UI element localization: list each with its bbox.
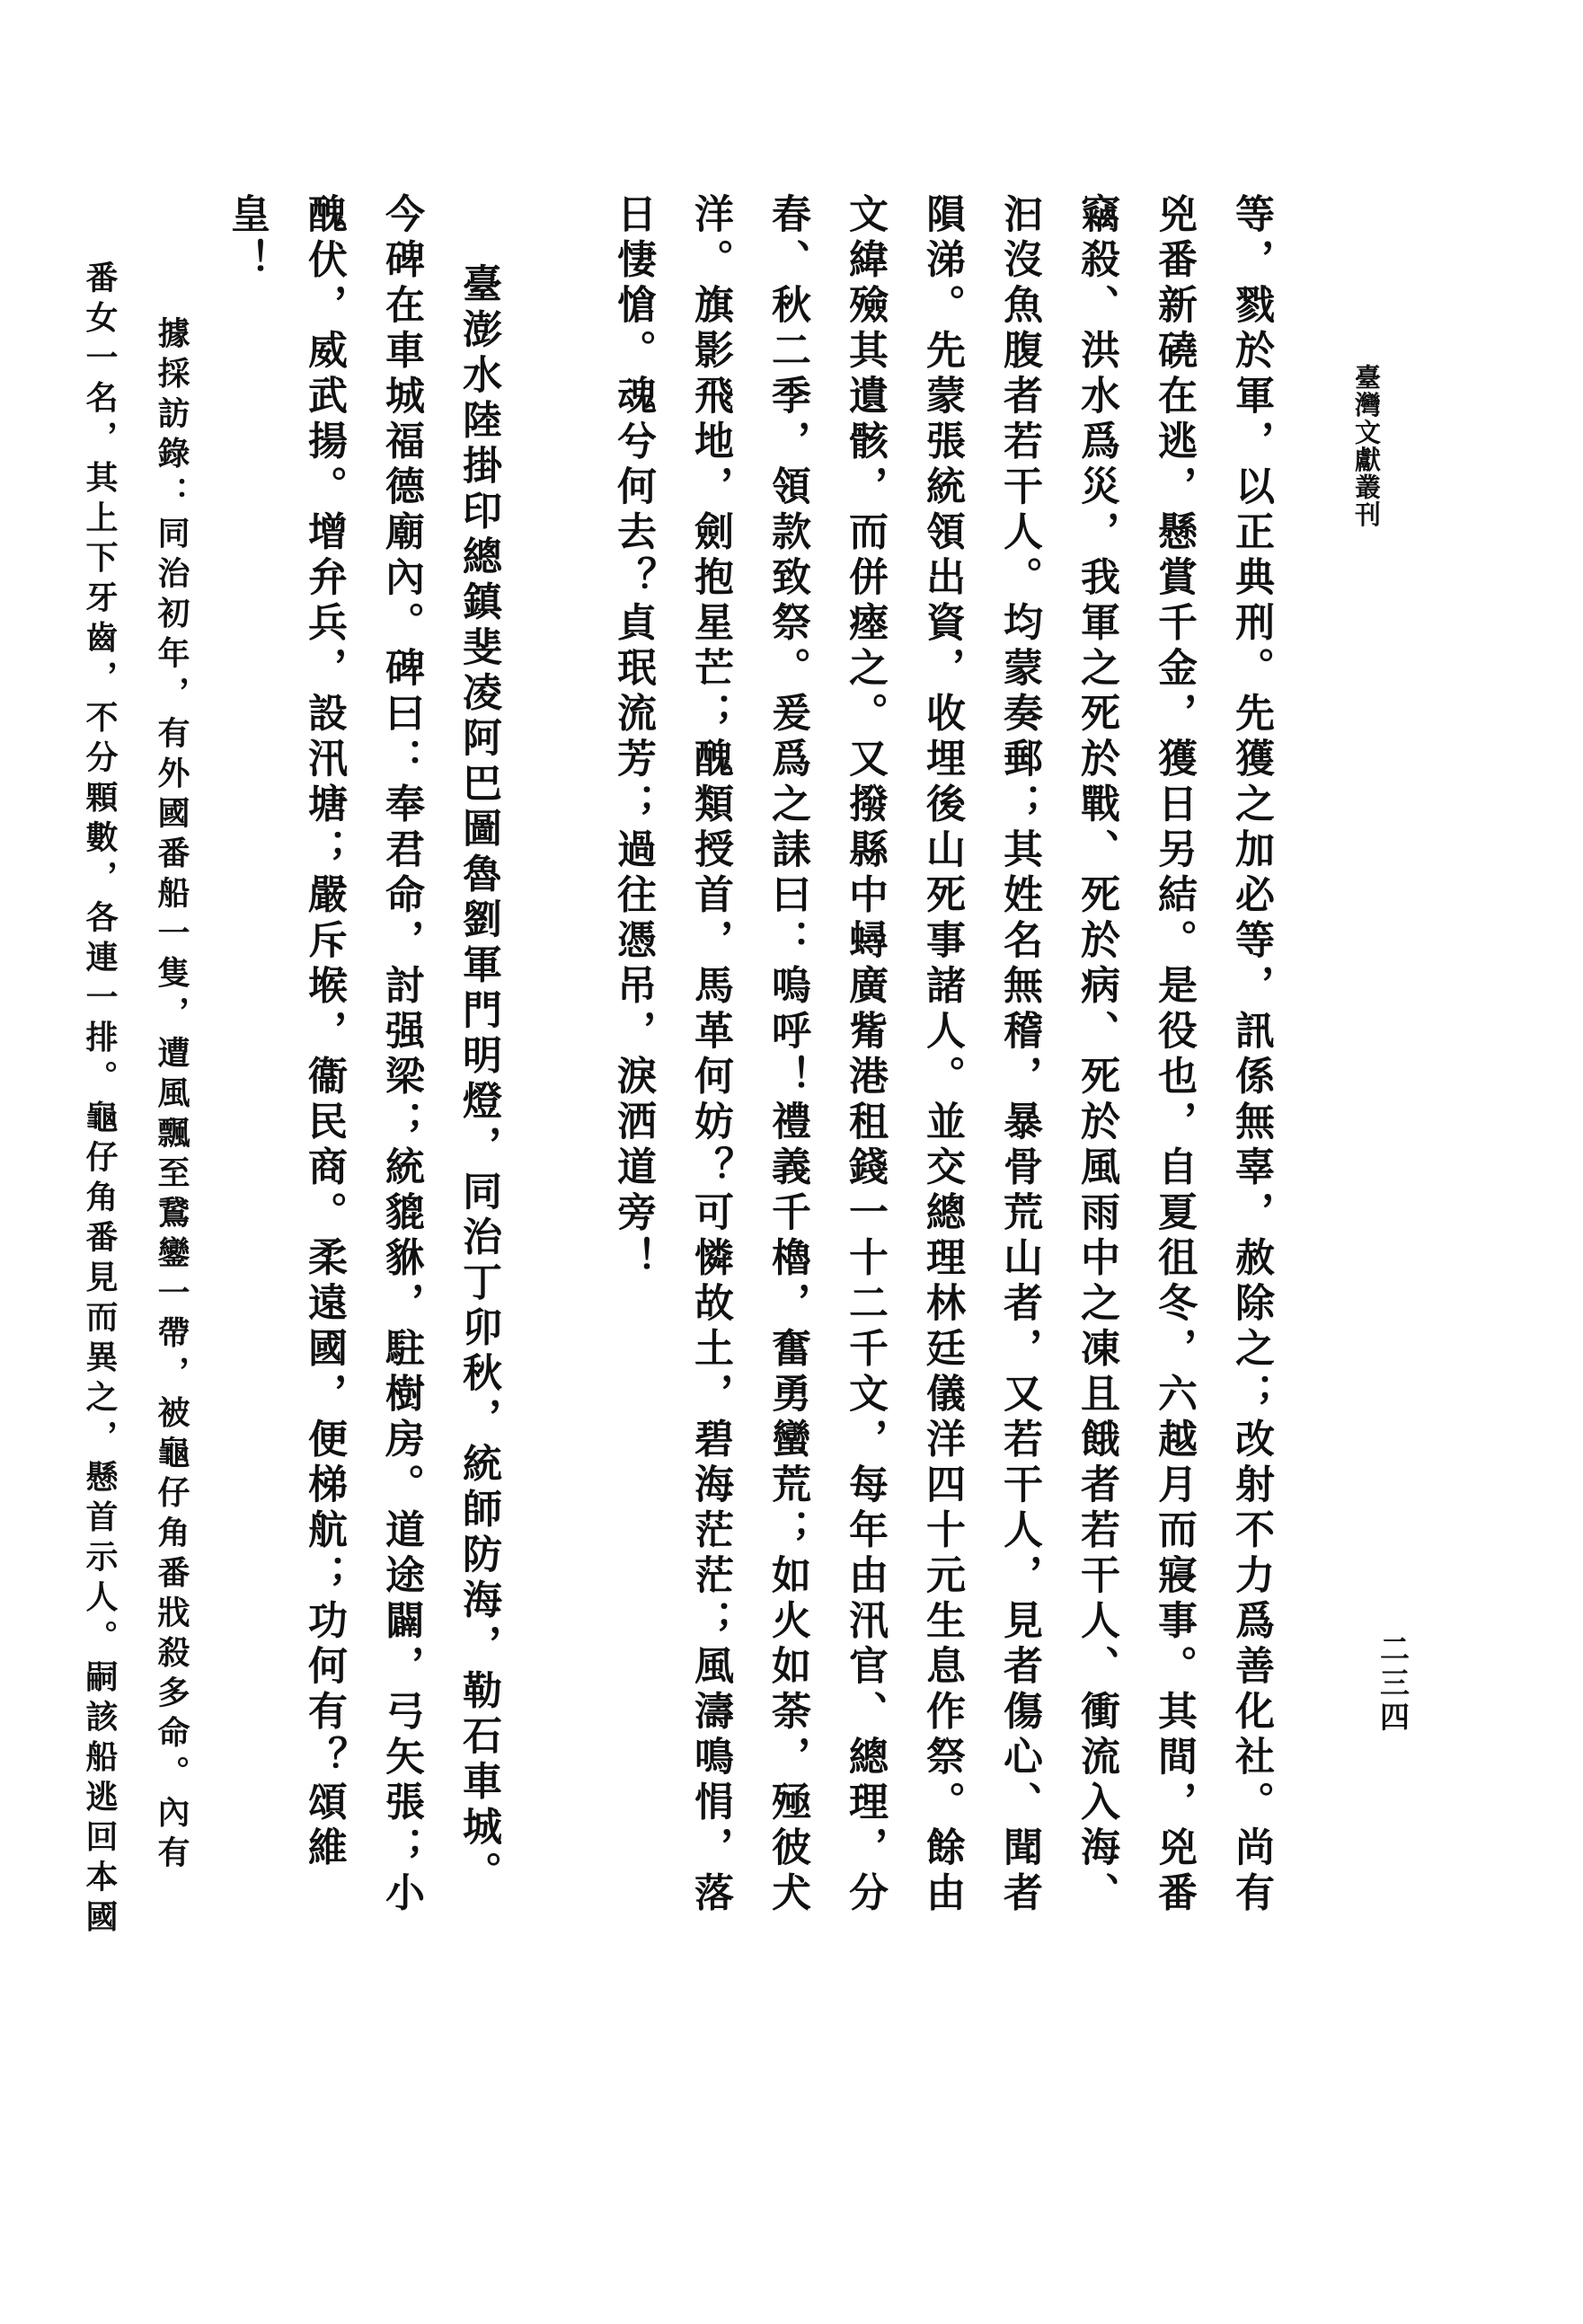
paragraph1-column-9: 日悽愴。魂兮何去？貞珉流芳；過往憑吊，淚洒道旁！ <box>611 193 655 1282</box>
paragraph1-column-4: 汩沒魚腹者若干人。均蒙奏郵；其姓名無稽，暴骨荒山者，又若干人，見者傷心、聞者 <box>997 193 1041 1917</box>
paragraph3-column-2: 番女一名，其上下牙齒，不分顆數，各連一排。龜仔角番見而異之，懸首示人。嗣該船逃回本國 <box>82 261 118 1940</box>
paragraph1-column-3: 竊殺、洪水爲災，我軍之死於戰、死於病、死於風雨中之凍且餓者若干人、衝流入海、 <box>1074 193 1119 1917</box>
paragraph3-column-1: 據採訪錄：同治初年，有外國番船一隻，遭風飄至鵞鑾一帶，被龜仔角番戕殺多命。內有 <box>154 316 190 1876</box>
running-title: 臺灣文獻叢刊 <box>1351 364 1380 528</box>
paragraph2-column-1: 臺澎水陸掛印總鎮斐凌阿巴圖魯劉軍門明燈，同治丁卯秋，統師防海，勒石車城。 <box>456 263 500 1896</box>
paragraph1-column-5: 隕涕。先蒙張統領出資，收埋後山死事諸人。並交總理林廷儀洋四十元生息作祭。餘由 <box>920 193 964 1917</box>
page-number: 二三四 <box>1375 1633 1408 1736</box>
paragraph1-column-6: 文緯殮其遺骸，而併瘞之。又撥縣中蟳廣觜港租錢一十二千文，每年由汛官、總理，分 <box>843 193 887 1917</box>
paragraph2-column-3: 醜伏，威武揚。增弁兵，設汛塘；嚴斥堠，衞民商。柔遠國，便梯航；功何有？頌維 <box>302 193 346 1872</box>
paragraph2-column-2: 今碑在車城福德廟內。碑曰：奉君命，討强梁；統貔貅，駐樹房。道途闢，弓矢張；小 <box>379 193 423 1917</box>
paragraph2-column-4: 皇！ <box>225 193 269 284</box>
paragraph1-column-8: 洋。旗影飛地，劍抱星芒；醜類授首，馬革何妨？可憐故土，碧海茫茫；風濤鳴悁，落 <box>688 193 732 1917</box>
paragraph1-column-2: 兇番新磽在逃，懸賞千金，獲日另結。是役也，自夏徂冬，六越月而寢事。其間，兇番 <box>1152 193 1196 1917</box>
paragraph1-column-7: 春、秋二季，領款致祭。爰爲之誄曰：嗚呼！禮義千櫓，奮勇蠻荒；如火如荼，殛彼犬 <box>765 193 809 1917</box>
main-text-block <box>64 193 1289 2017</box>
paragraph1-column-1: 等，戮於軍，以正典刑。先獲之加必等，訊係無辜，赦除之；改射不力爲善化社。尚有 <box>1229 193 1273 1917</box>
